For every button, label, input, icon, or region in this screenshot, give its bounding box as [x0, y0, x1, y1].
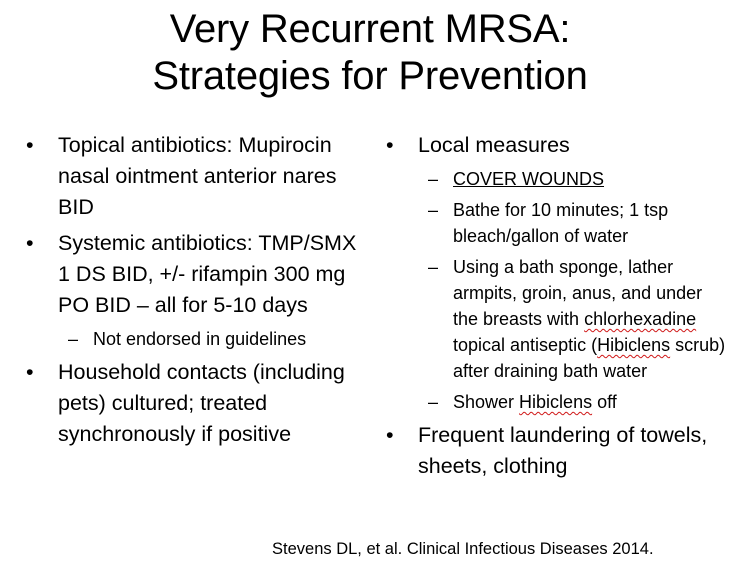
bullet-frequent-laundering — [386, 420, 731, 482]
bullet-topical-antibiotics — [26, 130, 371, 223]
subbullet-text: Not endorsed in guidelines — [93, 329, 307, 349]
dash-icon: – — [68, 329, 79, 349]
bullet-icon: • — [386, 423, 394, 447]
text-run: off — [592, 392, 617, 412]
subbullet-cover-wounds — [386, 166, 731, 192]
spellcheck-word: chlorhexadine — [584, 309, 697, 329]
dash-icon: – — [428, 200, 439, 220]
slide-title-line-2: Strategies for Prevention — [152, 54, 588, 98]
subbullet-bathe — [386, 197, 731, 249]
right-column — [386, 130, 731, 487]
bullet-icon: • — [26, 360, 34, 384]
text-run: topical antiseptic ( — [453, 335, 598, 355]
text-run: Using a bath sponge, lather armpits, groin, anus, and under the breasts with — [453, 257, 703, 329]
bullet-icon: • — [26, 231, 34, 255]
subbullet-text: COVER WOUNDS — [453, 169, 605, 189]
bullet-text: Household contacts (including pets) cultured; treated synchronously if positive — [58, 360, 345, 446]
slide-title — [0, 6, 740, 100]
spellcheck-word: Hibiclens — [597, 335, 671, 355]
dash-icon: – — [428, 257, 439, 277]
bullet-text: Local measures — [418, 133, 570, 157]
left-column — [26, 130, 371, 455]
dash-icon: – — [428, 169, 439, 189]
bullet-text: Systemic antibiotics: TMP/SMX 1 DS BID, +/- rifampin 300 mg PO BID – all for 5-10 days — [58, 231, 357, 317]
bullet-systemic-antibiotics — [26, 228, 371, 321]
bullet-local-measures — [386, 130, 731, 161]
text-run: Shower — [453, 392, 520, 412]
subbullet-text — [453, 392, 617, 412]
citation: Stevens DL, et al. Clinical Infectious Diseases 2014. — [272, 540, 654, 558]
slide-title-line-1: Very Recurrent MRSA: — [169, 7, 571, 51]
spellcheck-word: Hibiclens — [519, 392, 593, 412]
bullet-icon: • — [386, 133, 394, 157]
subbullet-text: Bathe for 10 minutes; 1 tsp bleach/gallon of water — [453, 200, 669, 246]
text-run: scrub) after draining bath water — [453, 335, 726, 381]
subbullet-text — [453, 257, 725, 381]
subbullet-bath-sponge — [386, 254, 731, 384]
subbullet-not-endorsed — [26, 326, 371, 352]
bullet-text: Frequent laundering of towels, sheets, clothing — [418, 423, 708, 478]
dash-icon: – — [428, 392, 439, 412]
subbullet-shower — [386, 389, 731, 415]
bullet-household-contacts — [26, 357, 371, 450]
bullet-icon: • — [26, 133, 34, 157]
bullet-text: Topical antibiotics: Mupirocin nasal ointment anterior nares BID — [58, 133, 337, 219]
